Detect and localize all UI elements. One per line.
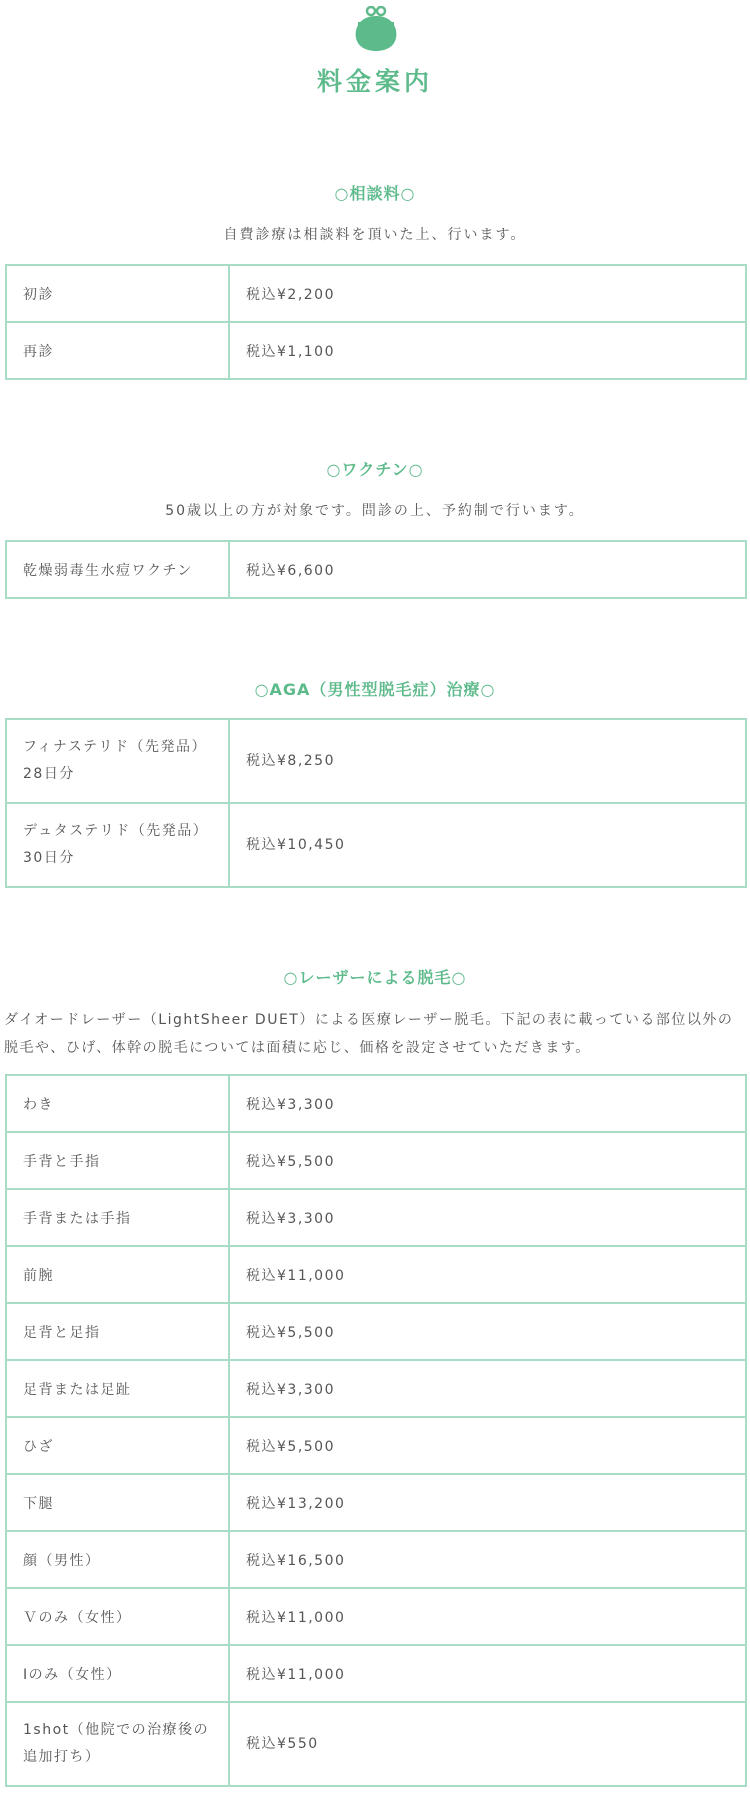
aga-section	[0, 678, 750, 702]
table-row	[6, 803, 746, 887]
vaccine-description: 50歳以上の方が対象です。問診の上、予約制で行います。	[165, 503, 585, 519]
item-cell: 手背と手指	[6, 1132, 229, 1189]
item-line1: フィナステリド（先発品）	[23, 739, 208, 755]
price-cell: 税込¥2,200	[229, 265, 746, 322]
laser-section	[0, 966, 750, 1062]
price-cell: 税込¥11,000	[229, 1588, 746, 1645]
table-row	[6, 1075, 746, 1132]
item-cell: 足背または足趾	[6, 1360, 229, 1417]
table-row	[6, 1360, 746, 1417]
price-cell: 税込¥5,500	[229, 1303, 746, 1360]
price-cell: 税込¥3,300	[229, 1189, 746, 1246]
price-cell: 税込¥5,500	[229, 1132, 746, 1189]
consultation-title: ○相談料○	[334, 184, 416, 203]
price-cell: 税込¥13,200	[229, 1474, 746, 1531]
purse-icon	[352, 6, 400, 52]
item-cell: ひざ	[6, 1417, 229, 1474]
laser-title: ○レーザーによる脱毛○	[283, 968, 467, 987]
table-row	[6, 1588, 746, 1645]
price-cell: 税込¥10,450	[229, 803, 746, 887]
table-row	[6, 1645, 746, 1702]
table-row	[6, 1531, 746, 1588]
vaccine-section	[0, 458, 750, 522]
table-row	[6, 1189, 746, 1246]
aga-table	[5, 718, 747, 888]
table-row	[6, 1417, 746, 1474]
table-row	[6, 1303, 746, 1360]
page-title: 料金案内	[316, 67, 433, 96]
item-line2: 追加打ち）	[23, 1749, 101, 1765]
price-cell: 税込¥11,000	[229, 1645, 746, 1702]
table-row	[6, 1132, 746, 1189]
item-cell	[6, 803, 229, 887]
consultation-section	[0, 182, 750, 246]
vaccine-title: ○ワクチン○	[326, 460, 424, 479]
item-cell: 足背と足指	[6, 1303, 229, 1360]
laser-description: ダイオードレーザー（LightSheer DUET）による医療レーザー脱毛。下記の表に載っている部位以外の脱毛や、ひげ、体幹の脱毛については面積に応じ、価格を設定させていただきます。	[4, 1012, 734, 1056]
item-cell: Iのみ（女性）	[6, 1645, 229, 1702]
price-cell: 税込¥16,500	[229, 1531, 746, 1588]
price-cell: 税込¥11,000	[229, 1246, 746, 1303]
aga-title: ○AGA（男性型脱毛症）治療○	[254, 680, 496, 699]
vaccine-table	[5, 540, 747, 599]
price-cell: 税込¥8,250	[229, 719, 746, 803]
price-cell: 税込¥1,100	[229, 322, 746, 379]
price-cell: 税込¥550	[229, 1702, 746, 1786]
price-cell: 税込¥3,300	[229, 1360, 746, 1417]
consultation-table	[5, 264, 747, 380]
item-line1: デュタステリド（先発品）	[23, 823, 209, 839]
item-cell: 下腿	[6, 1474, 229, 1531]
item-cell: 乾燥弱毒生水痘ワクチン	[6, 541, 229, 598]
item-cell: 再診	[6, 322, 229, 379]
item-cell	[6, 719, 229, 803]
laser-table	[5, 1074, 747, 1787]
consultation-description: 自費診療は相談料を頂いた上、行います。	[223, 227, 527, 243]
table-row	[6, 1246, 746, 1303]
item-cell: Ｖのみ（女性）	[6, 1588, 229, 1645]
item-cell: わき	[6, 1075, 229, 1132]
item-cell: 初診	[6, 265, 229, 322]
table-row	[6, 322, 746, 379]
item-line1: 1shot（他院での治療後の	[23, 1722, 210, 1738]
item-cell	[6, 1702, 229, 1786]
item-cell: 手背または手指	[6, 1189, 229, 1246]
item-cell: 前腕	[6, 1246, 229, 1303]
table-row	[6, 1474, 746, 1531]
item-cell: 顔（男性）	[6, 1531, 229, 1588]
price-cell: 税込¥6,600	[229, 541, 746, 598]
item-line2: 28日分	[23, 766, 75, 782]
price-cell: 税込¥5,500	[229, 1417, 746, 1474]
table-row	[6, 265, 746, 322]
table-row	[6, 541, 746, 598]
table-row	[6, 719, 746, 803]
item-line2: 30日分	[23, 850, 75, 866]
table-row	[6, 1702, 746, 1786]
price-cell: 税込¥3,300	[229, 1075, 746, 1132]
